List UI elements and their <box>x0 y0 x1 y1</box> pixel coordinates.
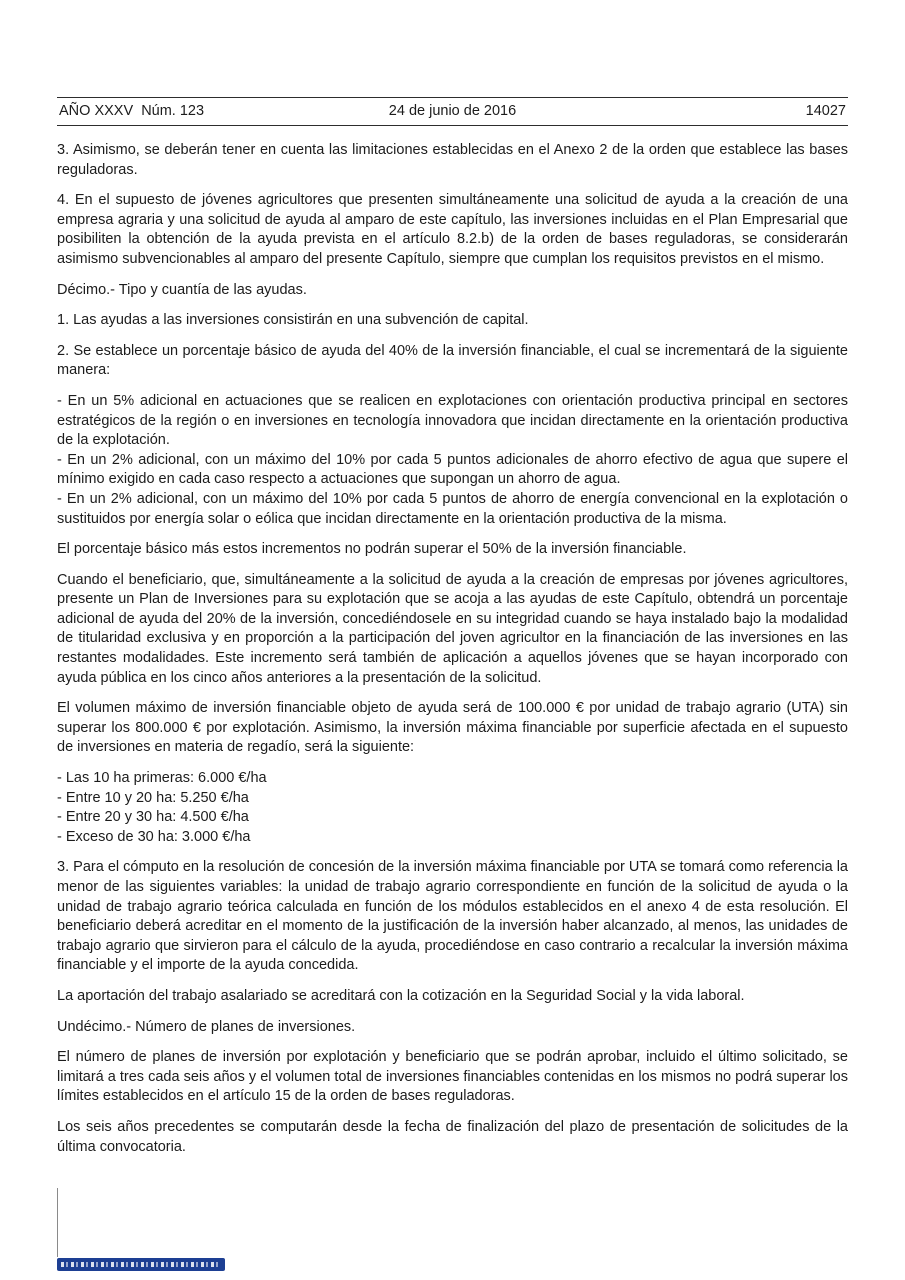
paragraph: La aportación del trabajo asalariado se acreditará con la cotización en la Seguridad Social y la vida laboral. <box>57 987 745 1004</box>
paragraph: El porcentaje básico más estos incrementos no podrán superar el 50% de la inversión financiable. <box>57 541 687 558</box>
header-page-number: 14027 <box>805 103 846 119</box>
header-date: 24 de junio de 2016 <box>388 103 517 119</box>
section-heading: Undécimo.- Número de planes de inversiones. <box>57 1018 356 1035</box>
paragraph: Cuando el beneficiario, que, simultáneamente a la solicitud de ayuda a la creación de empresas por jóvenes agricultores, presente un Plan de Inversiones para su explotación que se acoja a las ayudas de este Capítulo, obtendrá un porcentaje adicional de ayuda del 20% de la inversión, concediéndosele en su integridad cuando se haya instalado bajo la modalidad de titularidad exclusiva y en proporción a la participación del joven agricultor en la financiación de las inversiones en las restantes modalidades. Este incremento será también de aplicación a aquellos jóvenes que se hayan incorporado con ayuda pública en los cinco años anteriores a la presentación de la solicitud. <box>57 571 848 686</box>
section-heading: Décimo.- Tipo y cuantía de las ayudas. <box>57 281 307 298</box>
document-body <box>57 126 848 1157</box>
paragraph: 3. Para el cómputo en la resolución de concesión de la inversión máxima financiable por UTA se tomará como referencia la menor de las siguientes variables: la unidad de trabajo agrario correspondiente en función de la solicitud de ayuda o la unidad de trabajo agrario teórica calculada en función de los módulos establecidos en el anexo 4 de esta resolución. El beneficiario deberá acreditar en el momento de la justificación de la inversión haber alcanzado, al menos, las unidades de trabajo agrario que sirvieron para el cálculo de la ayuda, procediéndose en caso contrario a recalcular la inversión máxima financiable y el importe de la ayuda concedida. <box>57 859 848 974</box>
paragraph: Los seis años precedentes se computarán desde la fecha de finalización del plazo de presentación de solicitudes de la última convocatoria. <box>57 1118 848 1155</box>
verification-stamp-text <box>61 1262 221 1267</box>
header-year-issue: AÑO XXXV Núm. 123 <box>59 103 205 119</box>
list-item: - Exceso de 30 ha: 3.000 €/ha <box>57 828 251 845</box>
paragraph: El volumen máximo de inversión financiable objeto de ayuda será de 100.000 € por unidad de trabajo agrario (UTA) sin superar los 800.000 € por explotación. Asimismo, la inversión máxima financiable por superficie afectada en el supuesto de inversiones en materia de regadío, será la siguiente: <box>57 700 848 756</box>
paragraph: El número de planes de inversión por explotación y beneficiario que se podrán aprobar, incluido el último solicitado, se limitará a tres cada seis años y el volumen total de inversiones financiables contenidas en los mismos no podrá superar los límites establecidos en el artículo 15 de la orden de bases reguladoras. <box>57 1049 848 1105</box>
list-item: - En un 2% adicional, con un máximo del 10% por cada 5 puntos adicionales de ahorro efectivo de agua que supere el mínimo exigido en cada caso respecto a actuaciones que supongan un ahorro de agua. <box>57 451 848 488</box>
paragraph: 2. Se establece un porcentaje básico de ayuda del 40% de la inversión financiable, el cual se incrementará de la siguiente manera: <box>57 342 848 379</box>
paragraph: 1. Las ayudas a las inversiones consistirán en una subvención de capital. <box>57 312 529 329</box>
list-item: - Entre 20 y 30 ha: 4.500 €/ha <box>57 809 249 826</box>
verification-stamp <box>57 1258 225 1271</box>
list-item: - En un 5% adicional en actuaciones que se realicen en explotaciones con orientación productiva principal en sectores estratégicos de la región o en inversiones en tecnología innovadora que incidan directamente en la orientación productiva de la explotación. <box>57 392 848 449</box>
list-item: - Entre 10 y 20 ha: 5.250 €/ha <box>57 789 249 806</box>
list-item: - Las 10 ha primeras: 6.000 €/ha <box>57 770 267 787</box>
paragraph: 3. Asimismo, se deberán tener en cuenta las limitaciones establecidas en el Anexo 2 de la orden que establece las bases reguladoras. <box>57 142 848 178</box>
list-item: - En un 2% adicional, con un máximo del 10% por cada 5 puntos de ahorro de energía convencional en la explotación o sustituidos por energía solar o eólica que incidan directamente en la orientación productiva de la misma. <box>57 490 848 527</box>
paragraph: 4. En el supuesto de jóvenes agricultores que presenten simultáneamente una solicitud de ayuda a la creación de una empresa agraria y una solicitud de ayuda al amparo de este capítulo, las inversiones incluidas en el Plan Empresarial que posibiliten la obtención de la ayuda prevista en el artículo 8.2.b) de la orden de bases reguladoras, se considerarán asimismo subvencionables al amparo del presente Capítulo, siempre que cumplan los requisitos previstos en el mismo. <box>57 192 848 267</box>
page-header <box>57 97 848 126</box>
footer-left-rule <box>57 1188 58 1257</box>
